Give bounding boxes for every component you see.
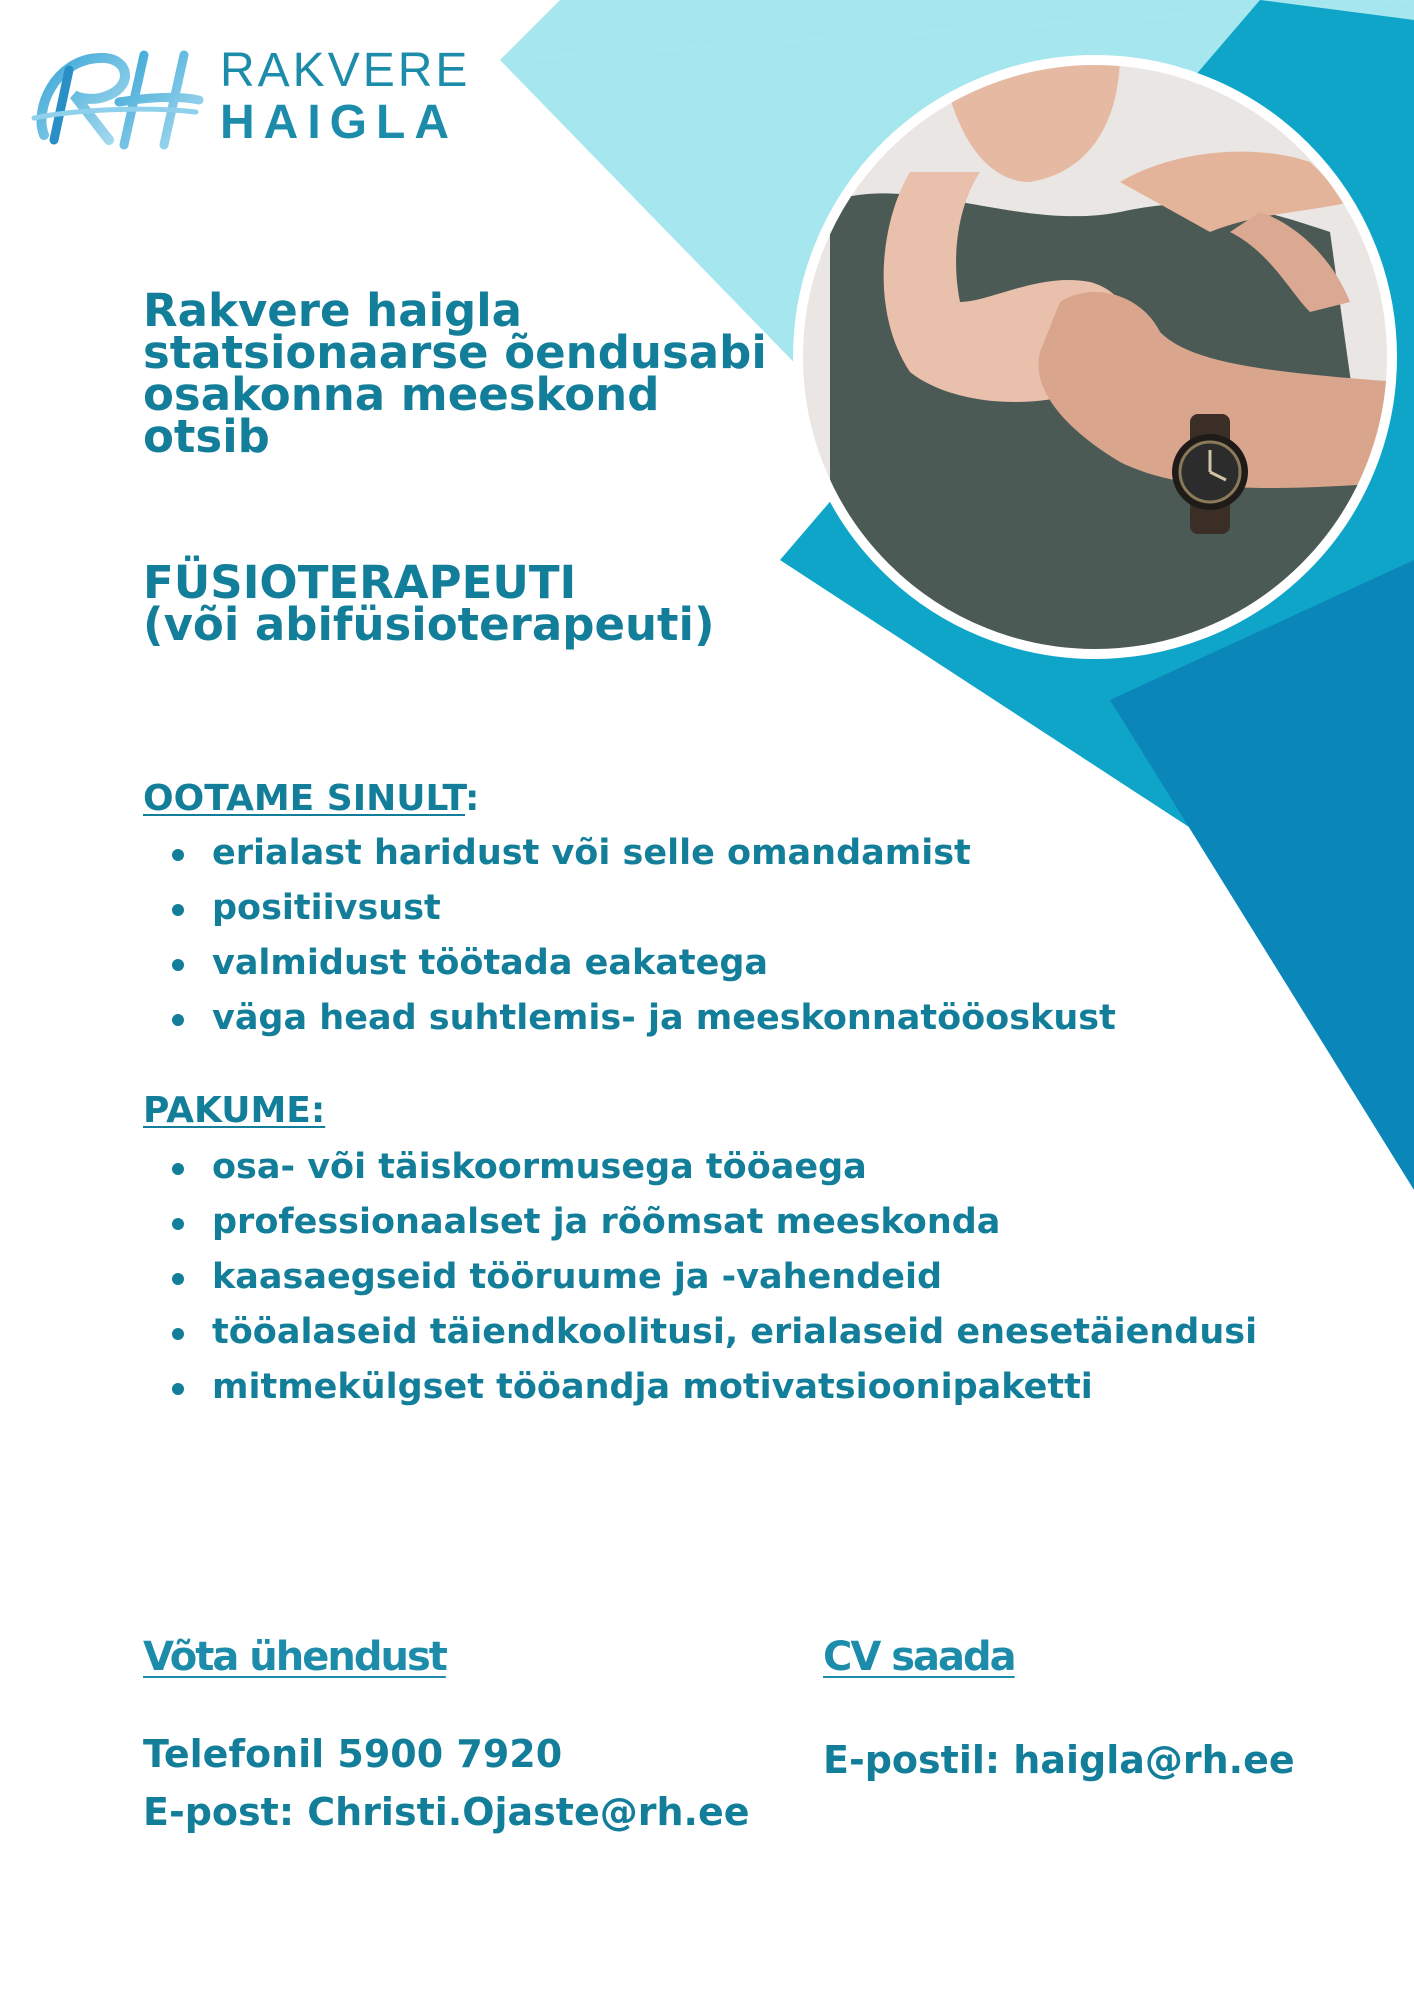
intro-heading xyxy=(143,284,803,463)
job-title-main: FÜSIOTERAPEUTI xyxy=(143,556,577,609)
logo-wordmark xyxy=(220,46,470,150)
heading-line: statsionaarse õendusabi xyxy=(143,326,767,379)
requirements-title-colon: : xyxy=(465,778,480,819)
heading-line: otsib xyxy=(143,410,270,463)
list-item: tööalaseid täiendkoolitusi, erialaseid enesetäiendusi xyxy=(170,1305,1257,1360)
rh-monogram-icon xyxy=(24,40,204,160)
logo-line-rakvere: RAKVERE xyxy=(220,44,471,97)
heading-line: osakonna meeskond xyxy=(143,368,660,421)
contact-email[interactable]: E-post: Christi.Ojaste@rh.ee xyxy=(143,1790,750,1834)
offer-title-text: PAKUME: xyxy=(143,1090,326,1131)
contact-phone[interactable]: Telefonil 5900 7920 xyxy=(143,1732,563,1776)
list-item: mitmekülgset tööandja motivatsioonipaketti xyxy=(170,1360,1257,1415)
list-item: positiivsust xyxy=(170,881,1116,936)
hospital-logo xyxy=(24,40,471,160)
cv-email[interactable]: E-postil: haigla@rh.ee xyxy=(823,1738,1295,1782)
physiotherapy-photo xyxy=(790,52,1400,662)
requirements-title-text: OOTAME SINULT xyxy=(143,778,466,819)
contact-title: Võta ühendust xyxy=(143,1634,446,1680)
list-item: väga head suhtlemis- ja meeskonnatööoskust xyxy=(170,991,1116,1046)
heading-line: Rakvere haigla xyxy=(143,284,523,337)
offer-list xyxy=(170,1140,1257,1415)
list-item: erialast haridust või selle omandamist xyxy=(170,826,1116,881)
list-item: professionaalset ja rõõmsat meeskonda xyxy=(170,1195,1257,1250)
requirements-list xyxy=(170,826,1116,1046)
list-item: valmidust töötada eakatega xyxy=(170,936,1116,991)
offer-title xyxy=(143,1090,325,1131)
cv-title: CV saada xyxy=(823,1634,1015,1680)
requirements-title xyxy=(143,778,479,819)
logo-line-haigla: HAIGLA xyxy=(220,96,458,149)
list-item: osa- või täiskoormusega tööaega xyxy=(170,1140,1257,1195)
list-item: kaasaegseid tööruume ja -vahendeid xyxy=(170,1250,1257,1305)
job-title-alt: (või abifüsioterapeuti) xyxy=(143,598,715,651)
job-title xyxy=(143,556,843,651)
